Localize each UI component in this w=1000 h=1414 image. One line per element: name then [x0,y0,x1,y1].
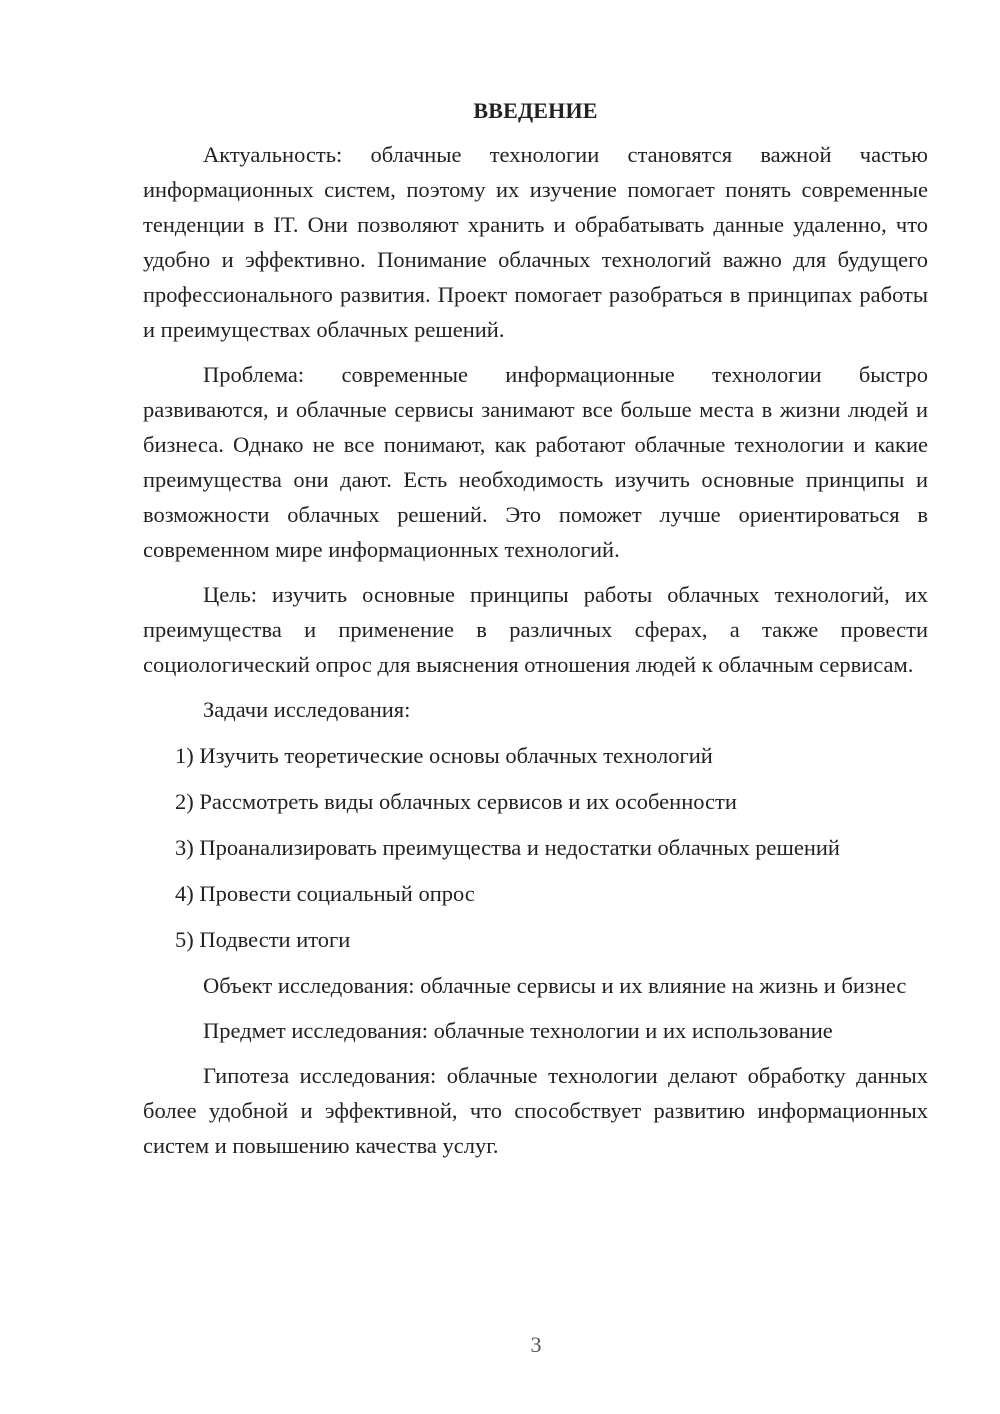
page-content [143,93,928,1173]
goal-paragraph: Цель: изучить основные принципы работы облачных технологий, их преимущества и применение в различных сферах, а также провести социологический опрос для выяснения отношения людей к облачным сервисам. [143,582,928,677]
hypothesis-paragraph: Гипотеза исследования: облачные технологии делают обработку данных более удобной и эффективной, что способствует развитию информационных систем и повышению качества услуг. [143,1063,928,1158]
tasks-intro: Задачи исследования: [203,697,411,722]
list-item: 4) Провести социальный опрос [175,881,475,906]
page-number: 3 [530,1332,542,1357]
list-item: 1) Изучить теоретические основы облачных технологий [175,743,713,768]
tasks-list [143,738,928,957]
list-item: 5) Подвести итоги [175,927,351,952]
subject-paragraph: Предмет исследования: облачные технологии и их использование [203,1018,833,1043]
section-heading: ВВЕДЕНИЕ [473,98,598,123]
list-item: 3) Проанализировать преимущества и недостатки облачных решений [175,835,840,860]
relevance-paragraph: Актуальность: облачные технологии становятся важной частью информационных систем, поэтому их изучение помогает понять современные тенденции в IT. Они позволяют хранить и обрабатывать данные удаленно, что удобно и эффективно. Понимание облачных технологий важно для будущего профессионального развития. Проект помогает разобраться в принципах работы и преимуществах облачных решений. [143,142,928,342]
object-paragraph: Объект исследования: облачные сервисы и их влияние на жизнь и бизнес [203,973,907,998]
problem-paragraph: Проблема: современные информационные технологии быстро развиваются, и облачные сервисы занимают все больше места в жизни людей и бизнеса. Однако не все понимают, как работают облачные технологии и какие преимущества они дают. Есть необходимость изучить основные принципы и возможности облачных решений. Это поможет лучше ориентироваться в современном мире информационных технологий. [143,362,928,562]
list-item: 2) Рассмотреть виды облачных сервисов и их особенности [175,789,737,814]
